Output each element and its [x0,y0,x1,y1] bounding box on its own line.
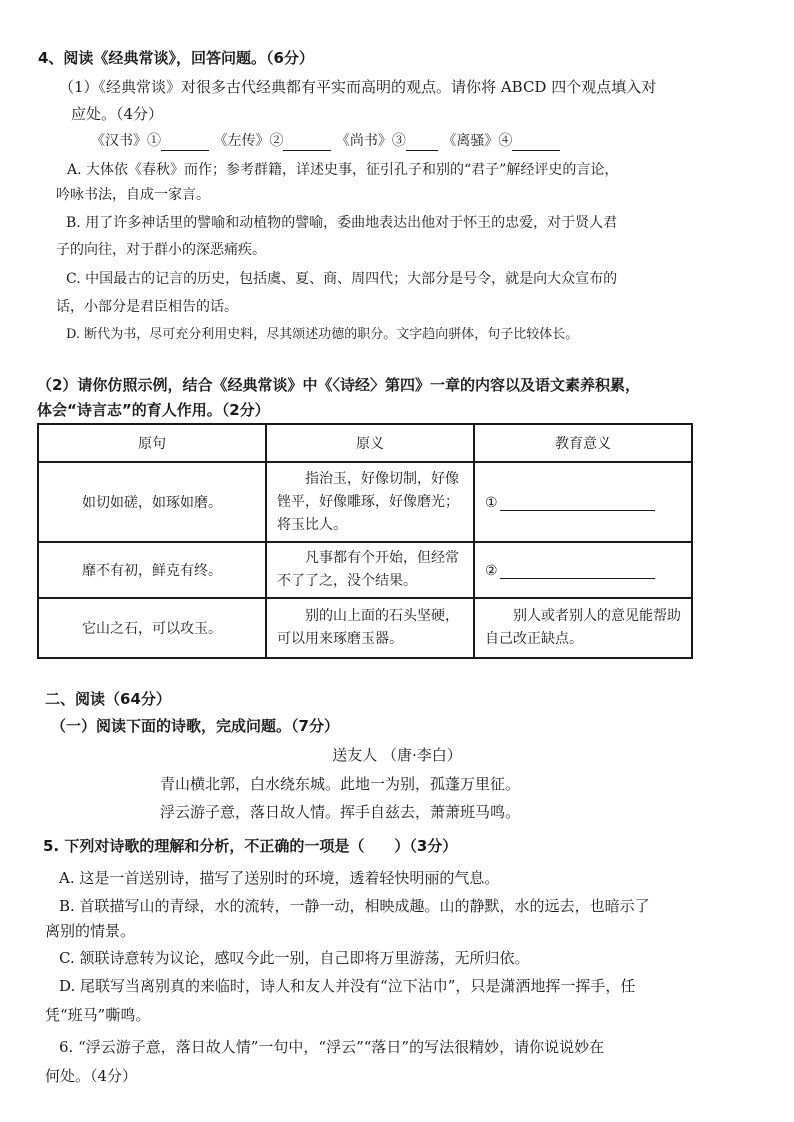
blank-book-4: 《离骚》 [442,133,499,149]
q5-option-c: C. 颔联诗意转为议论，感叹今此一别，自己即将万里游荡，无所归依。 [59,949,530,967]
section2-sub1: （一）阅读下面的诗歌，完成问题。（7分） [51,717,339,735]
education-table [37,423,693,659]
row1-education-num: ① [485,494,498,511]
table-header-row [38,424,692,462]
poem-line-1: 青山横北郭，白水绕东城。此地一为别，孤蓬万里征。 [160,775,521,793]
q4-title: 4、阅读《经典常谈》，回答问题。（6分） [38,49,314,67]
q4-part1-line2: 应处。（4分） [71,105,164,123]
row2-answer-line[interactable] [500,562,655,579]
row2-original: 靡不有初，鲜克有终。 [38,542,266,598]
blank-line-2[interactable] [283,150,331,151]
row3-original: 它山之石，可以攻玉。 [38,598,266,658]
section2-title: 二、阅读（64分） [45,690,171,708]
q4-part2-line1: （2）请你仿照示例，结合《经典常谈》中《〈诗经〉第四》一章的内容以及语文素养积累， [37,376,640,394]
blank-num-1: ① [147,133,161,149]
row1-original: 如切如磋，如琢如磨。 [38,462,266,542]
row1-answer-line[interactable] [500,494,655,511]
blank-book-3: 《尚书》 [335,133,392,149]
blank-line-4[interactable] [512,150,560,151]
table-row [38,462,692,542]
row3-meaning: 别的山上面的石头坚硬，可以用来琢磨玉器。 [266,598,474,658]
option-b-line2: 子的向往，对于群小的深恶痛疾。 [56,242,266,258]
blank-num-2: ② [269,133,284,149]
table-row [38,598,692,658]
row3-education: 别人或者别人的意见能帮助自己改正缺点。 [474,598,692,658]
q4-part1-line1: （1）《经典常谈》对很多古代经典都有平实而高明的观点。请你将 ABCD 四个观点填入对 [59,78,657,96]
poem-line-2: 浮云游子意，落日故人情。挥手自兹去，萧萧班马鸣。 [160,803,521,821]
row2-education[interactable] [474,542,692,598]
q4-part2-line2: 体会“诗言志”的育人作用。（2分） [37,401,270,419]
option-c-line2: 话，小部分是君臣相告的话。 [56,299,238,315]
row2-education-num: ② [485,562,498,579]
option-a-line1: A. 大体依《春秋》而作；参考群籍，详述史事，征引孔子和别的“君子”解经评史的言论， [67,162,619,178]
q6-line1: 6. “浮云游子意，落日故人情”一句中，“浮云”“落日”的写法很精妙，请你说说妙在 [59,1038,605,1056]
blank-book-2: 《左传》 [213,133,270,149]
q5-option-d-line2: 凭“班马”嘶鸣。 [45,1006,151,1024]
q5-option-a: A. 这是一首送别诗，描写了送别时的环境，透着轻快明丽的气息。 [59,869,500,887]
header-original: 原句 [38,424,266,462]
blank-num-4: ④ [498,133,513,149]
q6-line2: 何处。（4分） [45,1067,138,1085]
row2-meaning: 凡事都有个开始，但经常不了了之，没个结果。 [266,542,474,598]
header-education: 教育意义 [474,424,692,462]
q5-option-b-line2: 离别的情景。 [45,922,136,940]
blank-book-1: 《汉书》 [91,133,147,149]
blank-line-1[interactable] [161,150,209,151]
option-b-line1: B. 用了许多神话里的譬喻和动植物的譬喻，委曲地表达出他对于怀王的忠爱，对于贤人君 [66,215,618,231]
q4-fill-blanks [91,131,560,151]
blank-num-3: ③ [391,133,406,149]
table-row [38,542,692,598]
header-meaning: 原义 [266,424,474,462]
q5-stem: 5. 下列对诗歌的理解和分析，不正确的一项是（ ）（3分） [43,837,458,855]
row1-education[interactable] [474,462,692,542]
q5-option-d-line1: D. 尾联写当离别真的来临时，诗人和友人并没有“泣下沾巾”，只是潇洒地挥一挥手，任 [59,977,636,995]
option-d-line1: D. 断代为书，尽可充分利用史料，尽其颂述功德的职分。文字趋向骈体，句子比较体长。 [66,327,579,342]
option-c-line1: C. 中国最古的记言的历史，包括虞、夏、商、周四代；大部分是号令，就是向大众宣布的 [66,271,618,287]
poem-title: 送友人 （唐·李白） [332,746,462,764]
blank-line-3[interactable] [406,150,438,151]
q5-option-b-line1: B. 首联描写山的青绿，水的流转，一静一动，相映成趣。山的静默，水的远去，也暗示了 [59,897,650,915]
row1-meaning: 指治玉，好像切制，好像锉平，好像雕琢，好像磨光；将玉比人。 [266,462,474,542]
option-a-line2: 吟咏书法，自成一家言。 [56,187,210,203]
